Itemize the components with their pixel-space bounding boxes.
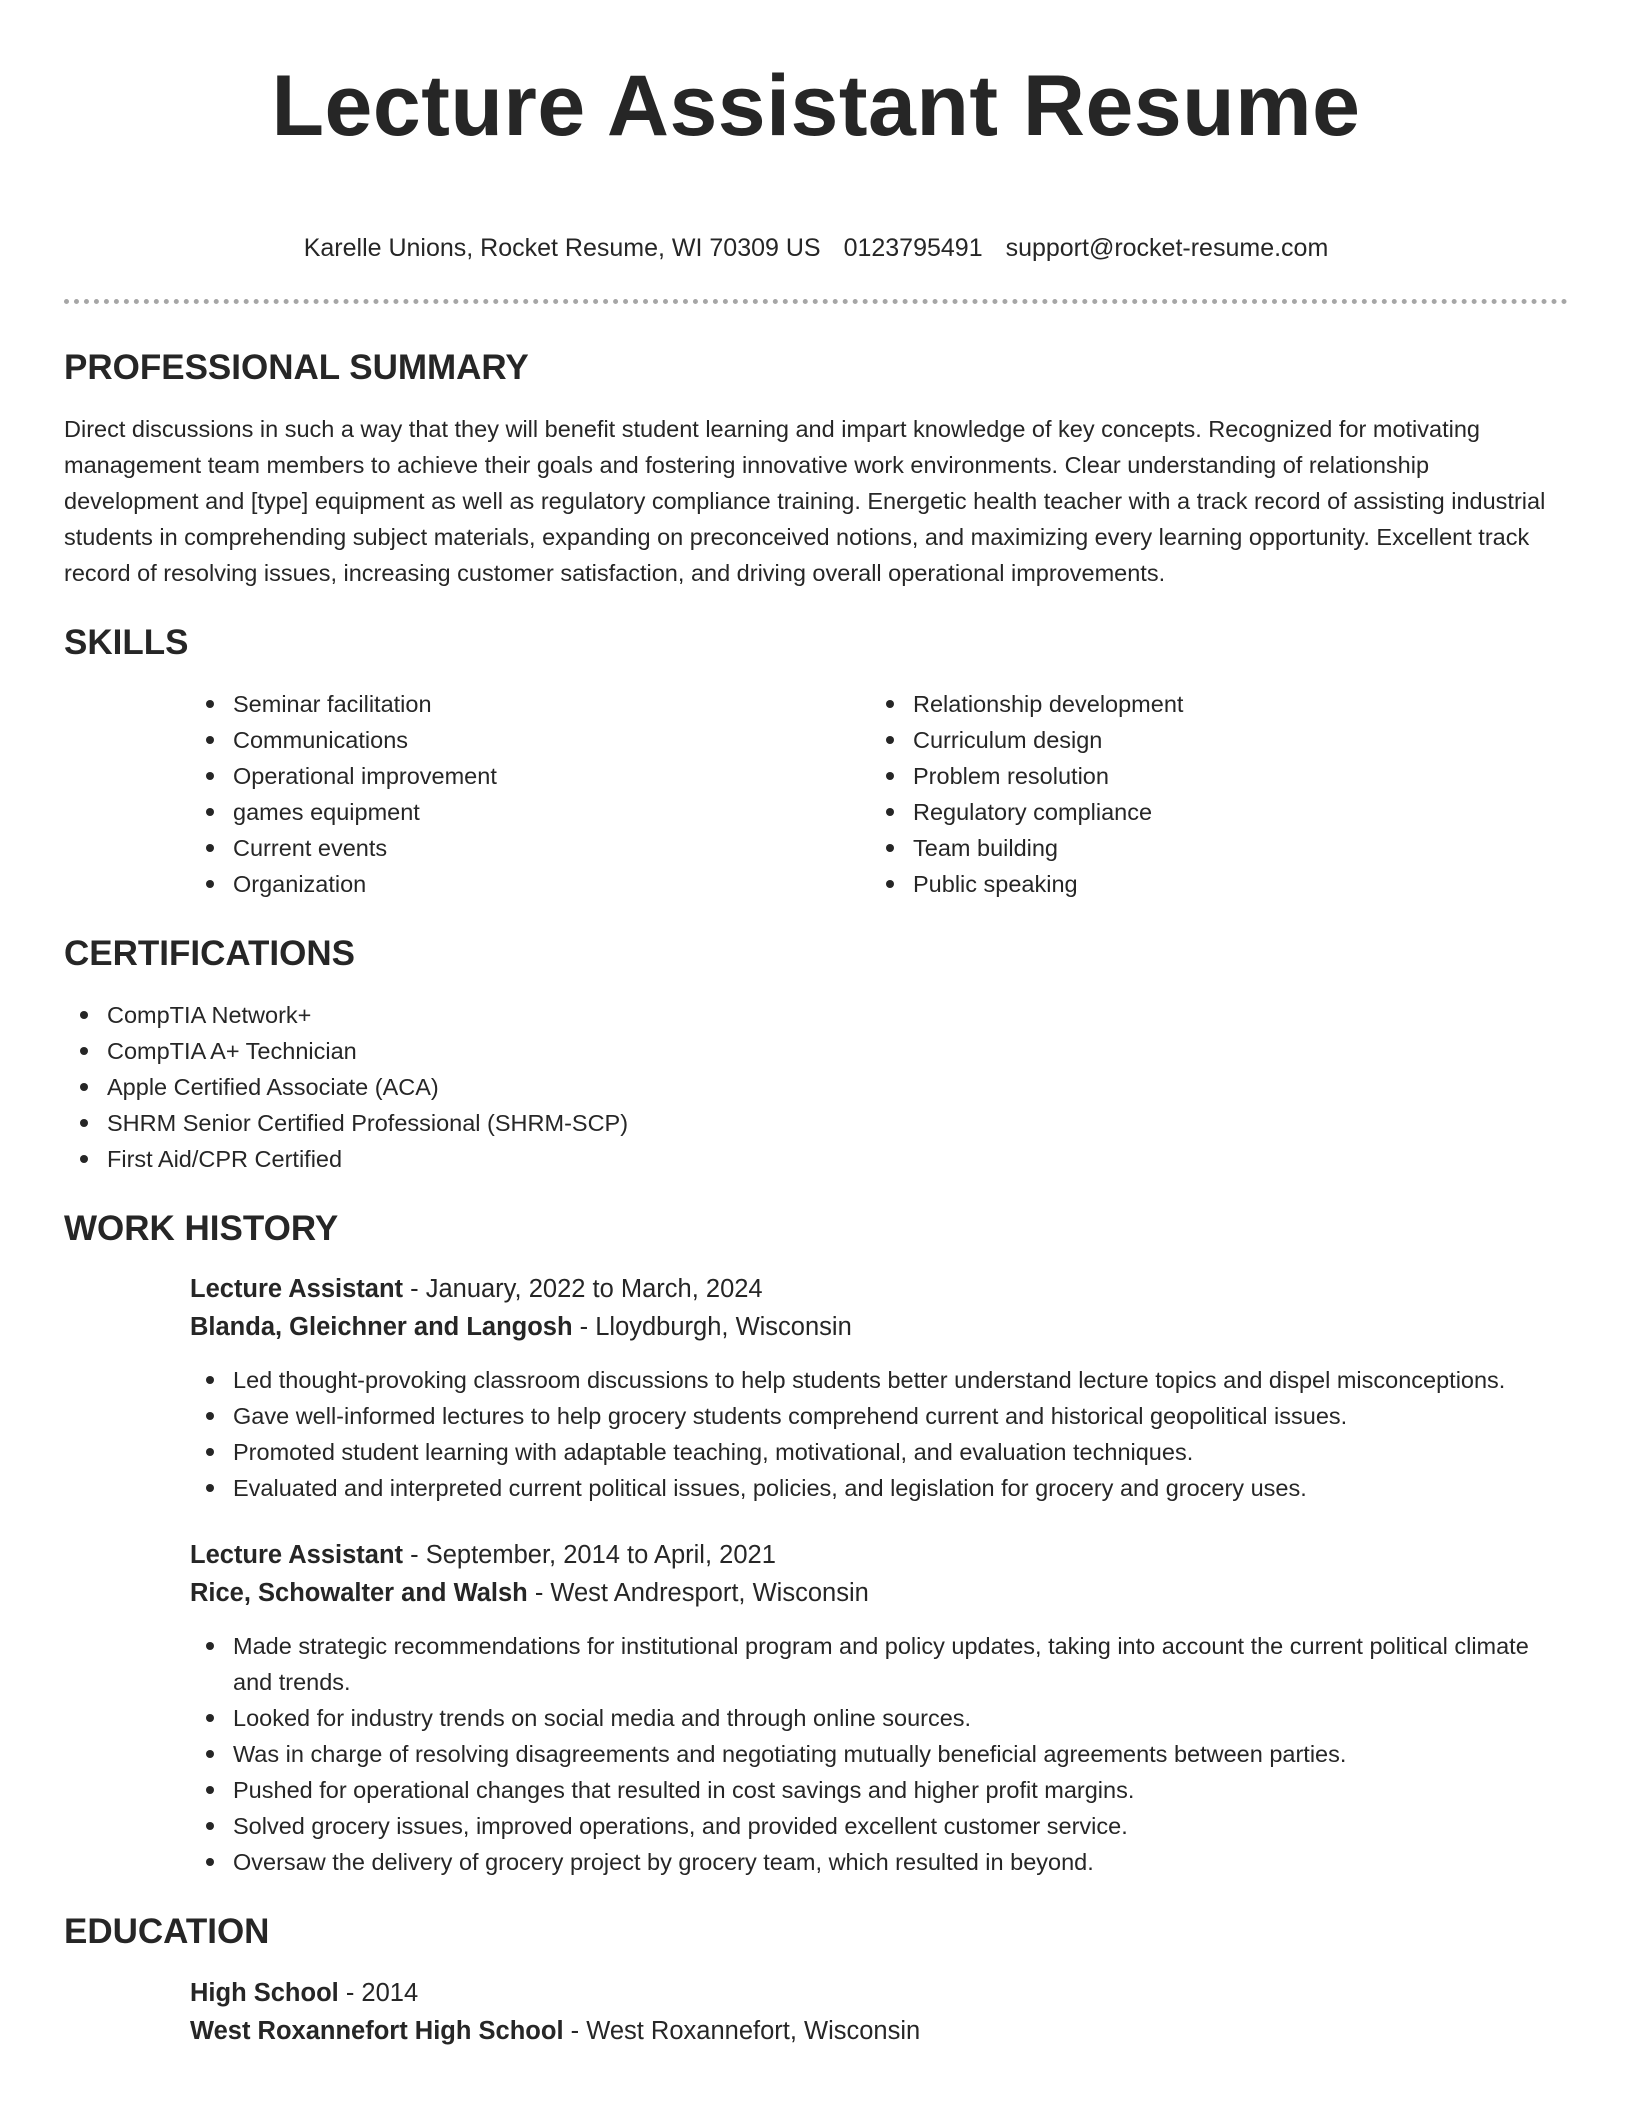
skill-item: Problem resolution bbox=[870, 758, 1550, 794]
education-school-line bbox=[190, 2012, 1568, 2050]
summary-text: Direct discussions in such a way that they will benefit student learning and impart knowledge of key concepts. Recognized for motivating management team members to achieve their goals and fostering innovative work environments. Clear understanding of relationship development and [type] equipment as well as regulatory compliance training. Energetic health teacher with a track record of assisting industrial students in comprehending subject materials, expanding on preconceived notions, and maximizing every learning opportunity. Excellent track record of resolving issues, increasing customer satisfaction, and driving overall operational improvements. bbox=[64, 416, 1546, 586]
certifications-list bbox=[64, 997, 1568, 1177]
job-title-line bbox=[190, 1270, 1568, 1308]
skill-item: Regulatory compliance bbox=[870, 794, 1550, 830]
job-company-line bbox=[190, 1308, 1568, 1346]
certification-item: First Aid/CPR Certified bbox=[64, 1141, 1568, 1177]
education-location: - West Roxannefort, Wisconsin bbox=[563, 2017, 921, 2045]
job-bullet: Evaluated and interpreted current political issues, policies, and legislation for grocery and grocery uses. bbox=[190, 1470, 1568, 1506]
certification-item: Apple Certified Associate (ACA) bbox=[64, 1069, 1568, 1105]
work-history-heading: WORK HISTORY bbox=[64, 1209, 339, 1248]
resume-page bbox=[64, 0, 1568, 2050]
education-degree-line bbox=[190, 1974, 1568, 2012]
job-dates: - September, 2014 to April, 2021 bbox=[403, 1541, 776, 1569]
skills-grid bbox=[190, 686, 1568, 902]
education-entry bbox=[190, 1974, 1568, 2050]
job-bullets bbox=[190, 1628, 1568, 1880]
skills-column-left bbox=[190, 686, 870, 902]
skill-item: Operational improvement bbox=[190, 758, 870, 794]
job-bullets bbox=[190, 1362, 1568, 1506]
education-year: - 2014 bbox=[338, 1979, 419, 2007]
job-company: Blanda, Gleichner and Langosh bbox=[190, 1313, 573, 1341]
header-divider bbox=[64, 299, 1568, 304]
certification-item: CompTIA Network+ bbox=[64, 997, 1568, 1033]
job-bullet: Was in charge of resolving disagreements and negotiating mutually beneficial agreements between parties. bbox=[190, 1736, 1568, 1772]
job-location: - Lloydburgh, Wisconsin bbox=[572, 1313, 852, 1341]
certification-item: SHRM Senior Certified Professional (SHRM-SCP) bbox=[64, 1105, 1568, 1141]
certifications-heading: CERTIFICATIONS bbox=[64, 934, 356, 973]
skill-item: Relationship development bbox=[870, 686, 1550, 722]
job-bullet: Oversaw the delivery of grocery project by grocery team, which resulted in beyond. bbox=[190, 1844, 1568, 1880]
contact-address: Karelle Unions, Rocket Resume, WI 70309 US bbox=[303, 234, 821, 262]
job-bullet: Solved grocery issues, improved operations, and provided excellent customer service. bbox=[190, 1808, 1568, 1844]
job-location: - West Andresport, Wisconsin bbox=[527, 1579, 869, 1607]
job-bullet: Looked for industry trends on social media and through online sources. bbox=[190, 1700, 1568, 1736]
skill-item: Organization bbox=[190, 866, 870, 902]
contact-phone: 0123795491 bbox=[843, 234, 983, 262]
resume-title: Lecture Assistant Resume bbox=[271, 58, 1361, 154]
job-entry bbox=[190, 1270, 1568, 1506]
job-company-line bbox=[190, 1574, 1568, 1612]
summary-heading: PROFESSIONAL SUMMARY bbox=[64, 348, 529, 387]
education-degree: High School bbox=[190, 1979, 339, 2007]
job-bullet: Gave well-informed lectures to help grocery students comprehend current and historical geopolitical issues. bbox=[190, 1398, 1568, 1434]
skill-item: Curriculum design bbox=[870, 722, 1550, 758]
skill-item: Team building bbox=[870, 830, 1550, 866]
contact-email: support@rocket-resume.com bbox=[1005, 234, 1329, 262]
skill-item: Current events bbox=[190, 830, 870, 866]
skill-item: Seminar facilitation bbox=[190, 686, 870, 722]
skill-item: Public speaking bbox=[870, 866, 1550, 902]
skill-item: games equipment bbox=[190, 794, 870, 830]
job-title-line bbox=[190, 1536, 1568, 1574]
education-heading: EDUCATION bbox=[64, 1912, 270, 1951]
job-bullet: Pushed for operational changes that resulted in cost savings and higher profit margins. bbox=[190, 1772, 1568, 1808]
job-title: Lecture Assistant bbox=[190, 1541, 404, 1569]
skills-heading: SKILLS bbox=[64, 623, 189, 662]
education-school: West Roxannefort High School bbox=[190, 2017, 564, 2045]
job-bullet: Made strategic recommendations for institutional program and policy updates, taking into account the current political climate and trends. bbox=[190, 1628, 1568, 1700]
job-bullet: Led thought-provoking classroom discussions to help students better understand lecture topics and dispel misconceptions. bbox=[190, 1362, 1568, 1398]
job-bullet: Promoted student learning with adaptable teaching, motivational, and evaluation techniques. bbox=[190, 1434, 1568, 1470]
skills-column-right bbox=[870, 686, 1550, 902]
contact-info bbox=[64, 232, 1568, 264]
skill-item: Communications bbox=[190, 722, 870, 758]
job-entry bbox=[190, 1536, 1568, 1880]
job-title: Lecture Assistant bbox=[190, 1275, 404, 1303]
job-company: Rice, Schowalter and Walsh bbox=[190, 1579, 528, 1607]
certification-item: CompTIA A+ Technician bbox=[64, 1033, 1568, 1069]
job-dates: - January, 2022 to March, 2024 bbox=[403, 1275, 763, 1303]
